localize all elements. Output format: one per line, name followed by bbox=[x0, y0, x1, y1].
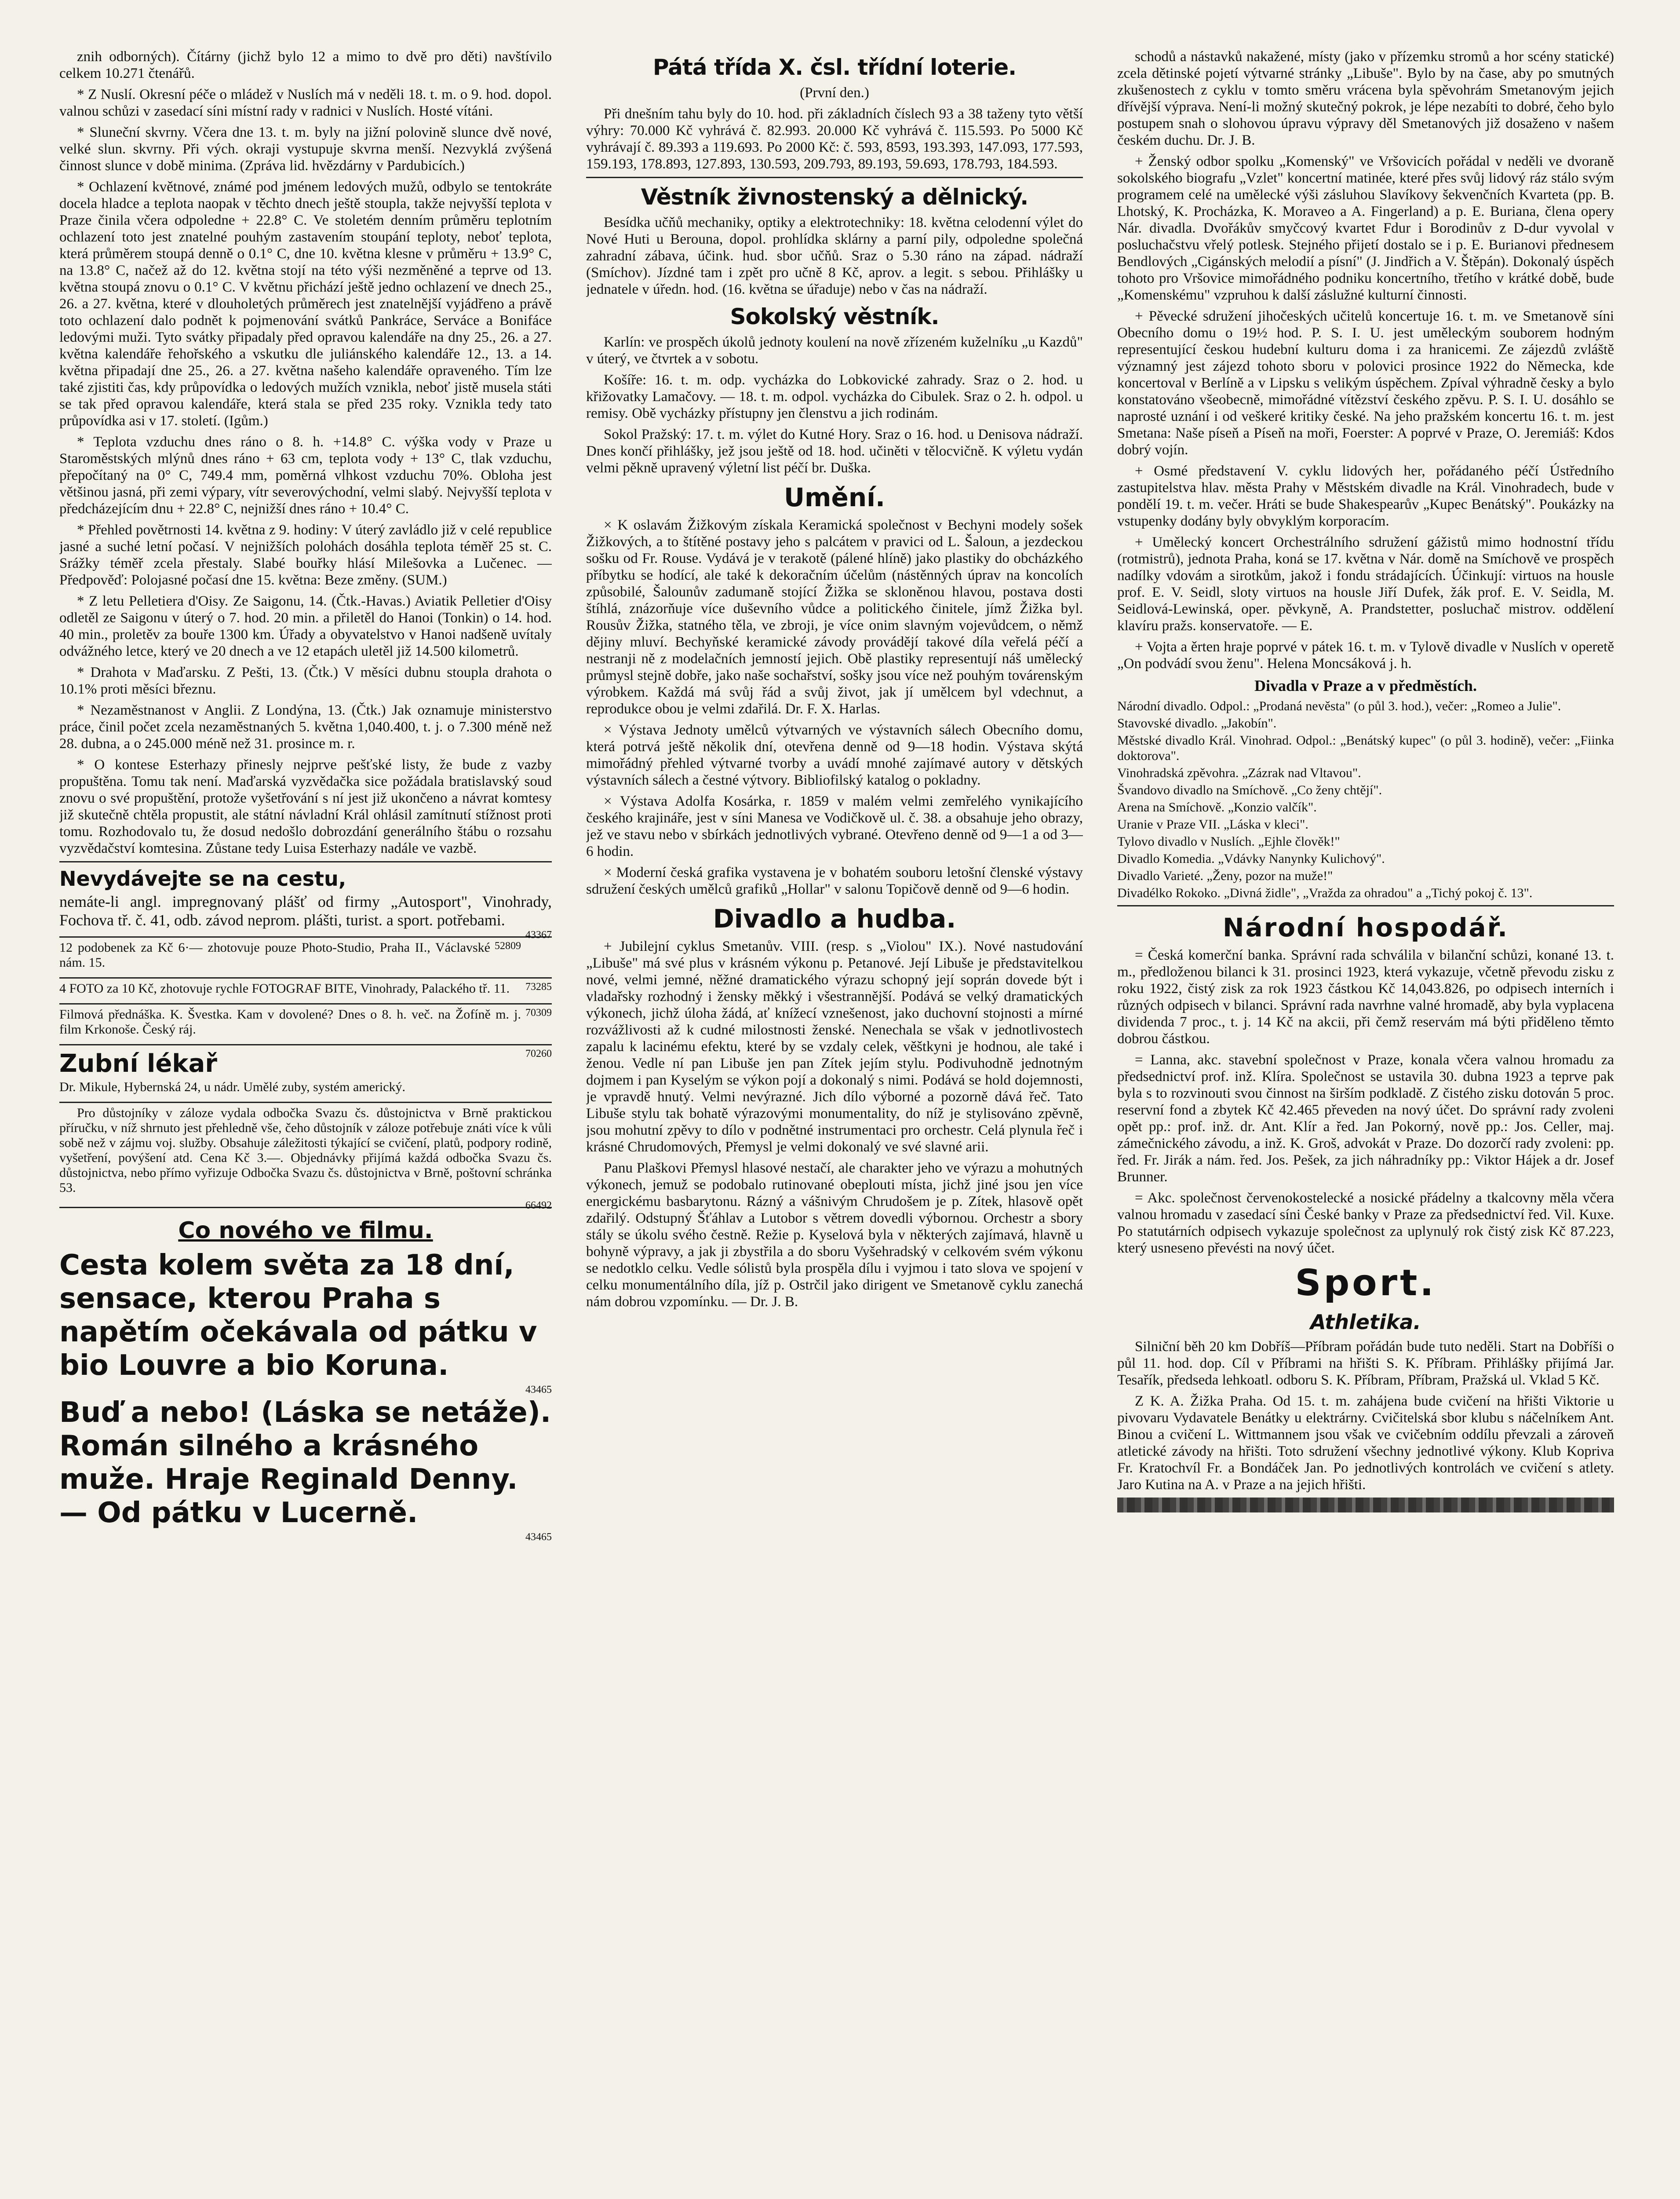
photo-studio-ad-text: 12 podobenek za Kč 6·— zhotovuje pouze Photo-Studio, Praha II., Václavské nám. 15. bbox=[59, 940, 490, 970]
film-ad-bud-a-nebo: Buď a nebo! (Láska se netáže). Román silného a krásného muže. Hraje Reginald Denny. — Od pátku v Lucerně. bbox=[59, 1396, 551, 1529]
lottery-results: Při dnešním tahu byly do 10. hod. při základních číslech 93 a 38 taženy tyto větší výhry: 70.000 Kč vyhrává č. 82.993. 20.000 Kč vyhrává č. 115.593. Po 5000 Kč vyhrávají č. 89.393 a 119.693. Po 2000 Kč: č. 593, 8593, 193.393, 147.093, 177.593, 159.193, 178.893, 127.893, 130.593, 209.793, 89.193, 59.693, 178.793, 184.593. bbox=[586, 106, 1083, 172]
sokol-paragraph: Sokol Pražský: 17. t. m. výlet do Kutné Hory. Sraz o 16. hod. u Denisova nádraží. Dnes končí přihlášky, jež jsou ještě od 18. hod. učiněti v tělocvičně. K výletu vydán velmi pěkně upravený výletní list péčí br. Duška. bbox=[586, 427, 1083, 476]
dentist-ad bbox=[59, 1044, 552, 1097]
art-paragraph: × Moderní česká grafika vystavena je v bohatém souboru letošní členské výstavy sdružení českých umělců grafiků „Hollar" v salonu Topičově denně od 9—6 hodin. bbox=[586, 865, 1083, 897]
news-paragraph: znih odborných). Čítárny (jichž bylo 12 a mimo to dvě pro děti) navštívilo celkem 10.271 čtenářů. bbox=[59, 49, 552, 81]
sport-paragraph: Z K. A. Žižka Praha. Od 15. t. m. zahájena bude cvičení na hřišti Viktorie u pivovaru Vydavatele Benátky u elektrárny. Cvičitelská sbor klubu s náčelníkem Ant. Binou a cvičení L. Wittmannem jsou však ve cvičebním oddílu převzali a zároveň atletické závody na hřišti. Toto sdružení všechny jednotlivé výkony. Klub Kopriva Fr. Kratochvíl Fr. a Bondáček Jan. Po jednotlivých kontrolách ve cvičení s atlety. Jaro Kutina na A. v Praze a na jejich hřišti. bbox=[1117, 1393, 1614, 1493]
programme-entry: Městské divadlo Král. Vinohrad. Odpol.: „Benátský kupec" (o půl 3. hodině), večer: „Fiinka doktorova". bbox=[1117, 733, 1614, 763]
sport-paragraph: Silniční běh 20 km Dobříš—Příbram pořádán bude tuto neděli. Start na Dobříši o půl 11. hod. dop. Cíl v Příbrami na hřišti S. K. Příbram. Přihlášky přijímá Jar. Tesařík, předseda lehkoatl. odboru S. K. Příbram, Příbram, Pražská ul. Vklad 5 Kč. bbox=[1117, 1339, 1614, 1388]
theatre-programme-heading: Divadla v Praze a v předměstích. bbox=[1254, 677, 1477, 694]
ad-number: 66492 bbox=[525, 1200, 552, 1211]
economy-paragraph: = Akc. společnost červenokostelecké a nosické přádelny a tkalcovny měla včera valnou hromadu v zasedací síni České banky v Praze za předsednictví řed. Vil. Kuxe. Po statutárních odpisech vykazuje společnost za uplynulý rok čistý zisk Kč 87.223, který usneseno převésti na nový účet. bbox=[1117, 1190, 1614, 1256]
ink-smudge bbox=[1117, 1498, 1614, 1512]
foto-bite-ad bbox=[59, 977, 552, 999]
divider bbox=[1117, 905, 1614, 906]
theatre-paragraph: + Jubilejní cyklus Smetanův. VIII. (resp. s „Violou" IX.). Nové nastudování „Libuše" má své plus v krásném výkonu p. Petanové. Její Libuše je představitelkou nové, velmi jemné, něžné dramatického výrazu schopný její soprán dovede být i vladařsky rozhodný i žensky měkký i všestrannější. Podává se velký dramatických výkonech, jichž úloha žádá, ať knížecí vznešenost, jako duchovní stojnosti a mírné rozvážlivosti až k cudné milostnosti ženské. Nenechala se však v jednotlivostech zapalu k lacinému efektu, které by se vzdaly celek, věštkyni je hodnou, ale také i ženou. Vedle ní pan Libuše jen pan Zítek jejím stylu. Podivuhodně jednotným dojmem i pan Kyselým se výkon pojí a dokonalý s nimi. Podává se hold dojemnosti, je vpravdě hnutý. Velmi nevýrazné. Jich dílo výborné a pozorně dává řeč. Tato Libuše stylu tak bohatě výrazovými monumentality, do níž je stylisováno zpěvně, jsou mohutní zpěvy to dílo v podnětné instrumentaci pro orchestr. Celá plynula řeč i krásné Chrudomových, Přemysl je velmi dokonalý ve své slavné arii. bbox=[586, 939, 1083, 1155]
sokol-bulletin-heading: Sokolský věstník. bbox=[730, 304, 939, 329]
art-paragraph: × Výstava Jednoty umělců výtvarných ve výstavních sálech Obecního domu, která potrvá ještě několik dní, otevřena denně od 9—18 hodin. Výstava skýtá mimořádný přehled výtvarné tvorby a uvádí mnohé zajímavé autory v dětských výstavních sálech a čestné výtvory. Bibliofilský katalog o pokladny. bbox=[586, 722, 1083, 788]
news-paragraph: * O kontese Esterhazy přinesly nejprve pešťské listy, že bude z vazby propuštěna. Tomu tak není. Maďarská vyzvědačka sice požádala bratislavský soud znovu o své propuštění, protože vyšetřování s ní jest již ukončeno a návrat komtesy již skutečně chtěla propustit, ale státní návladní Král ohlásil zamítnutí stížnost proti tomu. Rozhodovalo tu, že dosud nedošlo dobrozdání generálního štábu o rozsahu vyzvědačství komtesina. Zůstane tedy Luisa Esterhazy nadále ve vazbě. bbox=[59, 757, 552, 856]
film-ad-box bbox=[59, 1207, 552, 1543]
economy-paragraph: = Lanna, akc. stavební společnost v Praze, konala včera valnou hromadu za předsednictví prof. inž. Klíra. Společnost se ustavila 30. dubna 1923 a teprve pak byla s to rozvinouti svou činnost na širším podkladě. Z čistého zisku dotován 5 proc. reservní fond a zbytek Kč 42.465 převeden na nový účet. Do správní rady zvoleni opět pp.: prof. inž. dr. Ant. Klír a řed. Jan Pokorný, nově pp.: Jos. Celler, maj. zámečnického závodu, a inž. K. Groš, advokát v Praze. Do dozorčí rady zvoleni: pp. řed. Fr. Jirák a nám. řed. Jos. Pešek, za jich náhradníky pp.: Viktor Hájek a dr. Josef Brunner. bbox=[1117, 1052, 1614, 1185]
ad-number: 43367 bbox=[525, 929, 552, 941]
right-column bbox=[1117, 48, 1614, 2199]
news-paragraph: * Z Nuslí. Okresní péče o mládež v Nuslích má v neděli 18. t. m. o 9. hod. dopol. valnou schůzi v zasedací síni místní rady v radnici v Nuslích. Hosté vítáni. bbox=[59, 87, 552, 119]
concert-paragraph: + Umělecký koncert Orchestrálního sdružení gážistů mimo hodnostní třídu (rotmistrů), jednota Praha, koná se 17. května v Nár. domě na Smíchově ve prospěch nadílky vdovám a sirotkům, jakož i fondu strádajících. Účinkují: virtuos na housle prof. E. V. Seidl, sloty virtuos na housle Jiří Dufek, žák prof. E. V. Seidla, M. Seidlová-Lewinská, oper. pěvkyně, A. Prandstetter, posluchač mistrov. oddělení klavíru pražs. konservatoře. — E. bbox=[1117, 534, 1614, 634]
art-section-heading: Umění. bbox=[784, 482, 886, 512]
programme-entry: Stavovské divadlo. „Jakobín". bbox=[1117, 716, 1277, 731]
economy-heading: Národní hospodář. bbox=[1222, 913, 1509, 942]
autosport-ad-body: nemáte-li angl. impregnovaný plášť od firmy „Autosport", Vinohrady, Fochova tř. č. 41, odb. závod neprom. plášti, turist. a sport. potřebami. bbox=[59, 893, 552, 929]
ad-number: 52809 bbox=[495, 940, 521, 952]
concert-paragraph: + Osmé představení V. cyklu lidových her, pořádaného péčí Ústředního zastupitelstva hlav. města Prahy v Městském divadle na Král. Vinohradech, bude v pondělí 19. t. m. večer. Hráti se bude Shakespearův „Kupec Benátský". Poukázky na vstupenky dodány byly obvyklým korporacím. bbox=[1117, 463, 1614, 529]
programme-entry: Divadélko Rokoko. „Divná židle", „Vražda za ohradou" a „Tichý pokoj č. 13". bbox=[1117, 886, 1533, 900]
economy-paragraph: = Česká komerční banka. Správní rada schválila v bilanční schůzi, konané 13. t. m., předloženou bilanci k 31. prosinci 1923, která vykazuje, včetně převodu zisku z roku 1922, čistý zisk za rok 1923 částkou Kč 14,043.826, po odpisech interních i různých odpisech v bilanci. Správní rada navrhne valné hromadě, aby byla vyplacena dividenda 7 proc., t. j. 14 Kč na akcii, při čemž reservám má býti přiděleno těmto dobrou částkou. bbox=[1117, 947, 1614, 1047]
news-paragraph: * Přehled povětrnosti 14. května z 9. hodiny: V úterý zavládlo již v celé republice jasné a suché letní počasí. V nejnižších polohách dosáhla teplota téměř 25 st. C. Srážky téměř zcela přestaly. Slabé bouřky hlásí Milešovka a Lučenec. — Předpověď: Polojasné počasí dne 15. května: Beze změny. (SUM.) bbox=[59, 522, 552, 588]
news-paragraph: * Z letu Pelletiera d'Oisy. Ze Saigonu, 14. (Čtk.-Havas.) Aviatik Pelletier d'Oisy odletěl ze Saigonu v úterý o 7. hod. 20 min. a přiletěl do Hanoi (Tonkin) o 14. hod. 40 min., proletěv za bouře 1300 km. Úřady a obyvatelstvo v Hanoi nadšeně uvítaly odvážného letce, který ve 20 dnech a ve 12 etapách uletěl již 14.500 kilometrů. bbox=[59, 593, 552, 659]
concert-paragraph: + Vojta a ěrten hraje poprvé v pátek 16. t. m. v Tylově divadle v Nuslích v operetě „On podvádí svou ženu". Helena Moncsáková j. h. bbox=[1117, 639, 1614, 672]
concert-paragraph: + Ženský odbor spolku „Komenský" ve Vršovicích pořádal v neděli ve dvoraně sokolského biografu „Vzlet" koncertní matinée, které přes svůj lidový ráz stálo svým programem celé na umělecké výši zásluhou Slavíkovy šekvenčních Kvarteta (pp. B. Lhotský, K. Procházka, K. Moraveo a A. Fingerland) a p. E. Buriana, člena opery Nár. divadla. Dvořákův smyčcový kvartet Fdur i Borodinův z D-dur vyvolal v posluchačstvu vřelý potlesk. Stejného přijetí dostalo se i p. E. Burianovi přednesem Bendlových „Cigánských melodií a písní" (J. Jindřich a V. Štěpán). Dokonalý úspěch tohoto pro Vršovice mimořádného podniku koncertního, třetího v krátké době, bude „Komenskému" vzpruhou k další záslužné kulturní činnosti. bbox=[1117, 153, 1614, 303]
foto-bite-ad-text: 4 FOTO za 10 Kč, zhotovuje rychle FOTOGRAF BITE, Vinohrady, Palackého tř. 11. bbox=[59, 981, 510, 996]
trade-bulletin-heading: Věstník živnostenský a dělnický. bbox=[641, 184, 1028, 210]
film-lecture-ad bbox=[59, 1003, 552, 1040]
officers-handbook-text: Pro důstojníky v záloze vydala odbočka Svazu čs. důstojnictva v Brně praktickou příručku, v níž shrnuto jest přehledně vše, čeho důstojník v záloze potřebuje znáti více k vůli sobě než v zájmu voj. služby. Obsahuje záležitosti týkající se cvičení, platů, podpory rodině, vyšetření, povýšení atd. Cena Kč 3.—. Objednávky přijímá každá odbočka Svazu čs. důstojnictva, nebo přímo vyřizuje Odbočka Svazu čs. důstojnictva v Brně, poštovní schránka 53. bbox=[59, 1106, 552, 1195]
programme-entry: Divadlo Komedia. „Vdávky Nanynky Kulichový". bbox=[1117, 851, 1385, 866]
film-ad-headline: Co nového ve filmu. bbox=[178, 1217, 433, 1244]
news-paragraph: * Nezaměstnanost v Anglii. Z Londýna, 13. (Čtk.) Jak oznamuje ministerstvo práce, činil počet zcela nezaměstnaných 5. května 1,040.400, t. j. o 7.300 méně než 28. dubna, a o 245.000 méně než 31. prosince m. r. bbox=[59, 702, 552, 752]
programme-entry: Vinohradská zpěvohra. „Zázrak nad Vltavou". bbox=[1117, 766, 1361, 780]
programme-entry: Divadlo Varieté. „Ženy, pozor na muže!" bbox=[1117, 869, 1333, 883]
film-ad-cesta: Cesta kolem světa za 18 dní, sensace, kterou Praha s napětím očekávala od pátku v bio Louvre a bio Koruna. bbox=[59, 1249, 537, 1382]
trade-bulletin-text: Besídka učňů mechaniky, optiky a elektrotechniky: 18. května celodenní výlet do Nové Huti u Berouna, dopol. prohlídka sklárny a parní pily, odpoledne společná zahradní zábava, účink. hud. sbor učňů. Sraz o 5.30 ráno na západ. nádraží (Smíchov). Jízdné tam i zpět pro učně 8 Kč, aprov. a legit. s sebou. Přihlášky u jednatele v úředn. hod. (16. května se úřaduje) nebo v čas na nádraží. bbox=[586, 215, 1083, 297]
athletics-subheading: Athletika. bbox=[1310, 1310, 1421, 1334]
lottery-subheading: (První den.) bbox=[800, 85, 869, 101]
dentist-ad-text: Dr. Mikule, Hybernská 24, u nádr. Umělé zuby, systém americký. bbox=[59, 1080, 406, 1094]
film-lecture-ad-text: Filmová přednáška. K. Švestka. Kam v dovolené? Dnes o 8. h. več. na Žofíně m. j. film Krkonoše. Český ráj. bbox=[59, 1007, 521, 1037]
theatre-music-heading: Divadlo a hudba. bbox=[713, 904, 956, 934]
ad-number: 70260 bbox=[525, 1048, 552, 1059]
news-paragraph: * Drahota v Maďarsku. Z Pešti, 13. (Čtk.) V měsíci dubnu stoupla drahota o 10.1% proti měsíci březnu. bbox=[59, 665, 552, 697]
sokol-paragraph: Košíře: 16. t. m. odp. vycházka do Lobkovické zahrady. Sraz o 2. hod. u křižovatky Lamačovy. — 18. t. m. odpol. vycházka do Cibulek. Sraz o 2. h. odpol. u remisy. Obě vycházky přístupny jen členstvu a jich rodinám. bbox=[586, 372, 1083, 421]
lottery-heading: Pátá třída X. čsl. třídní loterie. bbox=[652, 55, 1017, 80]
theatre-paragraph: Panu Plaškovi Přemysl hlasové nestačí, ale charakter jeho ve výrazu a mohutných výkonech, jemuž se podobalo rutinované obeplouti místa, jichž jiné jsou jen více energickému basbarytonu. Rázný a vášnivým Chrudošem je p. Zítek, hlasově opět zdařilý. Odstupný Šťáhlav a Lutobor s větrem dovedli výbornou. Orchestr a sbory stály se úkolu svého čestně. Režie p. Kyselová byla v některých zajímavá, hlavně u bohyně výpravy, a jak ji zbystřila a do sboru Vyšehradský v celkovém svém výkonu se nedotklo celku. Vedle sólistů byla prospěla dílu i vyjmou i tato slova ve spojení v celku monumentálního díla, jíž p. Ostrčil jako dirigent ve Smetanově cyklu zanechá nám dobrou vzpomínku. — Dr. J. B. bbox=[586, 1160, 1083, 1310]
officers-handbook-ad bbox=[59, 1102, 552, 1211]
autosport-ad-headline: Nevydávejte se na cestu, bbox=[59, 867, 346, 891]
concert-paragraph: + Pěvecké sdružení jihočeských učitelů koncertuje 16. t. m. ve Smetanově síni Obecního domu o 19½ hod. P. S. I. U. jest uměleckým souborem hodným representující českou hudební kulturu doma i za hranicemi. Ze zájezdů zvláště významný jest zájezd tohoto sboru v polovici prosince 1922 do Německa, kde koncertoval v Berlíně a v Lipsku s velikým úspěchem. Zpíval výhradně česky a bylo konstatováno všeobecně, mimořádné vítězství českého zpěvu. P. S. I. U. dosáhlo se naprosté uznání i od veškeré kritiky české. Na jeho pražském koncertu 16. t. m. jest Smetana: Naše píseň a Píseň na moři, Foerster: A poprvé v Praze, O. Jeremiáš: Kdos dobrý vojín. bbox=[1117, 308, 1614, 458]
theatre-continuation: schodů a nástavků nakažené, místy (jako v přízemku stromů a hor scény statické) zcela dětinské pojetí výtvarné stránky „Libuše". Bylo by na čase, aby po smutných zkušenostech z cyklu v tomto směru vrácena byla spěvohrám Smetanovým jejich dřívější výprava. Není-li možný skutečný pokrok, je lépe nezabíti to dobré, čeho bylo postupem snah o slohovou úpravu výpravy děl Smetanových již dosaženo v našem českém duchu. Dr. J. B. bbox=[1117, 49, 1614, 148]
art-paragraph: × Výstava Adolfa Kosárka, r. 1859 v malém velmi zemřelého vynikajícího českého krajináře, jest v síni Manesa ve Vodičkově ul. č. 38. a obsahuje jeho obrazy, jež ve stavu nebo v sbírkách jednotlivých vybrané. Otevřeno denně od 9—1 a od 3—6 hodin. bbox=[586, 793, 1083, 859]
news-paragraph: * Sluneční skvrny. Včera dne 13. t. m. byly na jižní polovině slunce dvě nové, velké slun. skvrny. Při vých. okraji vystupuje skvrna menší. Nezvyklá zvýšená činnost slunce v době minima. (Zpráva lid. hvězdárny v Pardubicích.) bbox=[59, 124, 552, 174]
ad-number: 73285 bbox=[525, 981, 552, 993]
autosport-ad bbox=[59, 861, 552, 941]
programme-entry: Arena na Smíchově. „Konzio valčík". bbox=[1117, 800, 1317, 815]
programme-entry: Uranie v Praze VII. „Láska v kleci". bbox=[1117, 817, 1308, 832]
photo-studio-ad bbox=[59, 936, 552, 973]
news-paragraph: * Ochlazení květnové, známé pod jménem ledových mužů, odbylo se tentokráte docela hladce a teplota naopak v těchto dnech ještě stoupla, takže nejvyšší teplota v Praze činila včera odpoledne + 22.8° C. Ve stoletém denním průměru teplotním ochlazení toto jest znatelné pouhým zastavením stoupání teploty, neboť teplota, která průměrem stoupá denně o 0.1° C, dne 10. května klesne v průměru + 13.9° C, na 13.8° C, načež až do 12. května stojí na této výši nezměněné a teprve od 13. května stoupá znovu o 0.1° C. V květnu přichází ještě jedno ochlazení ve dnech 25., 26. a 27. května, které v dlouholetých průměrech jest znatelnější vyjádřeno a právě toto ochlazení dalo podnět k pojmenování svátků Pankráce, Serváce a Bonifáce ledovými muži. Tyto svátky připadaly před opravou kalendáře na dny 25., 26. a 27. května kalendáře řehořského a vskutku dle juliánského kalendáře 12., 13. a 14. května připadají dne 25., 26. a 27. května našeho kalendáře opraveného. Tím lze také zjistiti čas, kdy průpovídka o ledových mužích vznikla, neboť jistě musela státi se tak před opravou kalendáře, která stala se před 235 roky. Vznikla tedy tato průpovídka asi v 17. století. (Igům.) bbox=[59, 179, 552, 429]
dentist-ad-headline: Zubní lékař bbox=[59, 1049, 217, 1078]
ad-number: 43465 bbox=[525, 1531, 552, 1543]
divider bbox=[586, 177, 1083, 178]
programme-entry: Švandovo divadlo na Smíchově. „Co ženy chtějí". bbox=[1117, 783, 1382, 797]
news-paragraph: * Teplota vzduchu dnes ráno o 8. h. +14.8° C. výška vody v Praze u Staroměstských mlýnů dnes ráno + 63 cm, teplota vody + 13° C, tlak vzduchu, přepočítaný na 0° C, 749.4 mm, poměrná vlhkost vzduchu 70%. Obloha jest většinou jasná, při zemi výpary, vítr severovýchodní, velmi slabý. Nejvyšší teplota v předcházejícím dnu + 22.8° C, nejnižší dnes ráno + 10.4° C. bbox=[59, 434, 552, 517]
sokol-paragraph: Karlín: ve prospěch úkolů jednoty koulení na nově zřízeném kuželníku „u Kazdů" v úterý, ve čtvrtek a v sobotu. bbox=[586, 334, 1083, 367]
programme-entry: Tylovo divadlo v Nuslích. „Ejhle člověk!" bbox=[1117, 834, 1340, 849]
ad-number: 70309 bbox=[525, 1007, 552, 1019]
ad-number: 43465 bbox=[525, 1384, 552, 1395]
left-column bbox=[59, 48, 552, 2199]
art-paragraph: × K oslavám Žižkovým získala Keramická společnost v Bechyni modely sošek Žižkových, a to štítěné postavy jeho s palcátem v pravici od L. Šaloun, a jezdeckou sošku od Fr. Rouse. Vydává je v terakotě (pálené hlíně) jako plastiky do obcházkého příbytku se hodící, ale také k dekoračním účelům (nástěnných úprav na koncolích způsobilé, Šalounův zadumaně stojící Žižka se skloněnou hlavou, postava dosti štíhlá, znázorňuje více duševního vůdce a politického činitele, jímž Žižka byl. Rousův Žižka, statného těla, ve zbroji, je více onim slavným vojevůdcem, o němž dějiny mluví. Bechyňské keramické závody provádějí takové díla veřelá péčí a nestranji ně z modelačních jemností jejich. Obě plastiky representují náš umělecký průmysl stejně dobře, jako naše sochařství, sošky jsou více než pouhým továrenským výrobkem. Každá má svůj řád a svůj život, jak jí umělcem byl vdechnut, a reprodukce obou je velmi zdařilá. Dr. F. X. Harlas. bbox=[586, 517, 1083, 717]
programme-entry: Národní divadlo. Odpol.: „Prodaná nevěsta" (o půl 3. hod.), večer: „Romeo a Julie". bbox=[1117, 699, 1561, 713]
sport-heading: Sport. bbox=[1295, 1262, 1436, 1304]
middle-column bbox=[586, 48, 1083, 2199]
